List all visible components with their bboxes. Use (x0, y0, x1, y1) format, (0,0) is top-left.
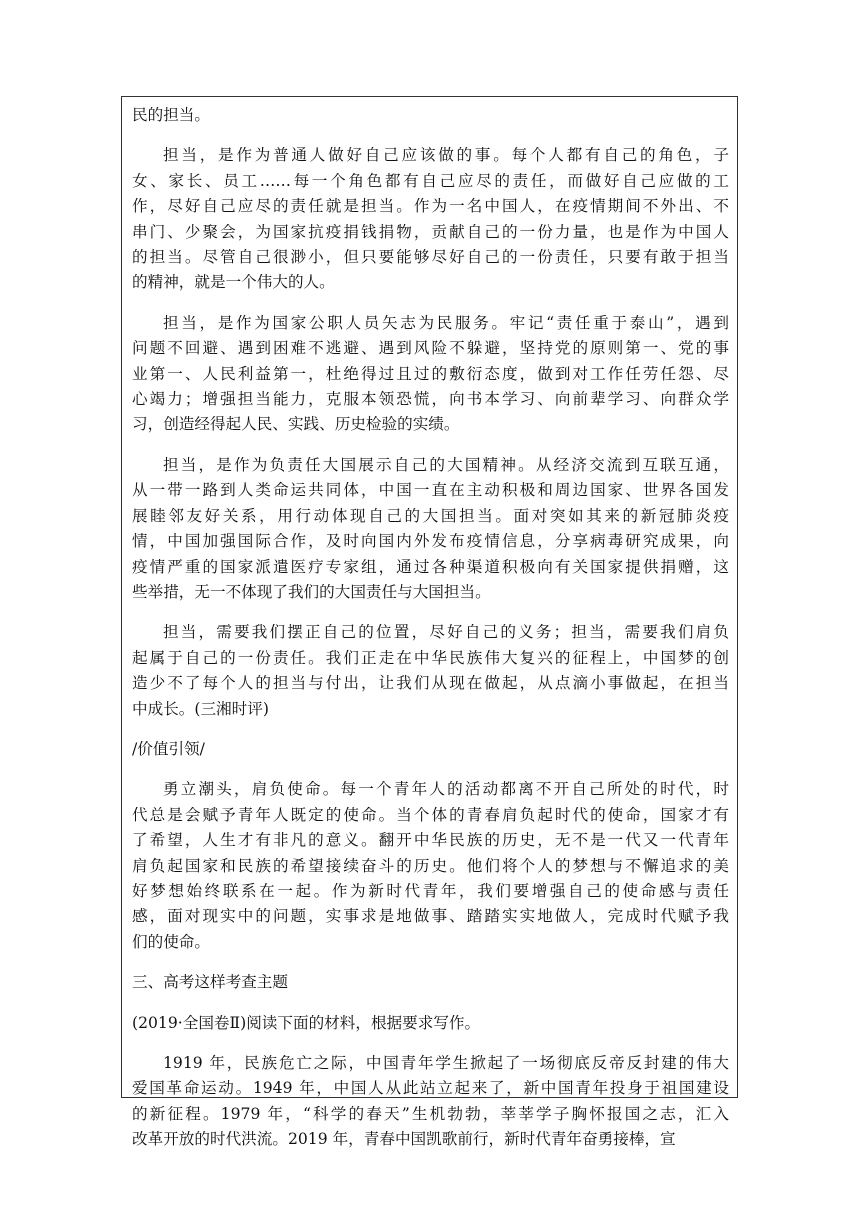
text-line: 女、家长、员工……每一个角色都有自己应尽的责任，而做好自己应做的工 (132, 171, 729, 190)
text-line: 情，中国加强国际合作，及时向国内外发布疫情信息，分享病毒研究成果，向 (132, 532, 729, 551)
text-line: 担当，是作为国家公职人员矢志为民服务。牢记“责任重于泰山”，遇到 (163, 313, 729, 332)
paragraph (132, 1051, 729, 1153)
text-line: 爱国革命运动。1949 年，中国人从此站立起来了，新中国青年投身于祖国建设 (132, 1079, 729, 1098)
text-line: 作，尽好自己应尽的责任就是担当。作为一名中国人，在疫情期间不外出、不 (132, 197, 729, 216)
paragraph-gap (132, 605, 729, 620)
paragraph (132, 1011, 729, 1036)
text-line: 展睦邻友好关系，用行动体现自己的大国担当。面对突如其来的新冠肺炎疫 (132, 506, 729, 525)
text-line: 些举措，无一不体现了我们的大国责任与大国担当。 (132, 582, 491, 601)
text-line: 造少不了每个人的担当与付出，让我们从现在做起，从点滴小事做起，在担当 (132, 674, 729, 693)
text-line: 心竭力；增强担当能力，克服本领恐慌，向书本学习、向前辈学习、向群众学 (132, 390, 729, 409)
text-line: 串门、少聚会，为国家抗疫捐钱捐物，贡献自己的一份力量，也是作为中国人 (132, 222, 729, 241)
text-line: 民的担当。 (132, 106, 210, 124)
paragraph-gap (132, 722, 729, 737)
paragraph (132, 737, 729, 762)
text-line: 三、高考这样考查主题 (132, 973, 288, 992)
paragraph (132, 453, 729, 605)
text-line: 改革开放的时代洪流。2019 年，青春中国凯歌前行，新时代青年奋勇接棒，宣 (132, 1130, 676, 1149)
document-table-cell (121, 96, 738, 1149)
paragraph-gap (132, 128, 729, 143)
text-line: 问题不回避、遇到困难不逃避、遇到风险不躲避，坚持党的原则第一、党的事 (132, 339, 729, 358)
text-line: 的新征程。1979 年，“科学的春天”生机勃勃，莘莘学子胸怀报国之志，汇入 (132, 1104, 729, 1123)
text-line: 勇立潮头，肩负使命。每一个青年人的活动都离不开自己所处的时代，时 (163, 780, 729, 799)
text-line: 担当，需要我们摆正自己的位置，尽好自己的义务；担当，需要我们肩负 (163, 623, 729, 642)
paragraph-gap (132, 296, 729, 311)
paragraph (132, 620, 729, 722)
text-line: 担当，是作为普通人做好自己应该做的事。每个人都有自己的角色，子 (163, 146, 729, 165)
text-line: 代总是会赋予青年人既定的使命。当个体的青春肩负起时代的使命，国家才有 (132, 805, 729, 824)
text-line: (2019·全国卷Ⅱ)阅读下面的材料，根据要求写作。 (132, 1013, 481, 1032)
text-line: 1919 年，民族危亡之际，中国青年学生掀起了一场彻底反帝反封建的伟大 (163, 1054, 729, 1072)
paragraph (132, 311, 729, 438)
paragraph-gap (132, 996, 729, 1011)
text-line: 感，面对现实中的问题，实事求是地做事、踏踏实实地做人，完成时代赋予我 (132, 907, 729, 926)
text-line: 了希望，人生才有非凡的意义。翻开中华民族的历史，无不是一代又一代青年 (132, 831, 729, 850)
text-line: 担当，是作为负责任大国展示自己的大国精神。从经济交流到互联互通， (163, 455, 729, 474)
paragraph (132, 143, 729, 295)
text-line: 好梦想始终联系在一起。作为新时代青年，我们要增强自己的使命感与责任 (132, 881, 729, 900)
text-line: 习，创造经得起人民、实践、历史检验的实绩。 (132, 415, 460, 434)
paragraph-gap (132, 1036, 729, 1051)
paragraph-gap (132, 438, 729, 453)
text-line: /价值引领/ (132, 739, 205, 758)
document-body (132, 103, 729, 1153)
text-line: 从一带一路到人类命运共同体，中国一直在主动积极和周边国家、世界各国发 (132, 481, 729, 500)
text-line: 中成长。(三湘时评) (132, 699, 269, 718)
text-line: 的担当。尽管自己很渺小，但只要能够尽好自己的一份责任，只要有敢于担当 (132, 248, 729, 267)
paragraph (132, 777, 729, 955)
paragraph (132, 103, 729, 128)
text-line: 疫情严重的国家派遣医疗专家组，通过各种渠道积极向有关国家提供捐赠，这 (132, 557, 729, 576)
paragraph (132, 970, 729, 995)
text-line: 业第一、人民利益第一，杜绝得过且过的敷衍态度，做到对工作任劳任怨、尽 (132, 364, 729, 383)
text-line: 的精神，就是一个伟大的人。 (132, 273, 335, 292)
paragraph-gap (132, 955, 729, 970)
text-line: 肩负起国家和民族的希望接续奋斗的历史。他们将个人的梦想与不懈追求的美 (132, 856, 729, 875)
paragraph-gap (132, 762, 729, 777)
text-line: 起属于自己的一份责任。我们正走在中华民族伟大复兴的征程上，中国梦的创 (132, 648, 729, 667)
text-line: 们的使命。 (132, 932, 210, 951)
